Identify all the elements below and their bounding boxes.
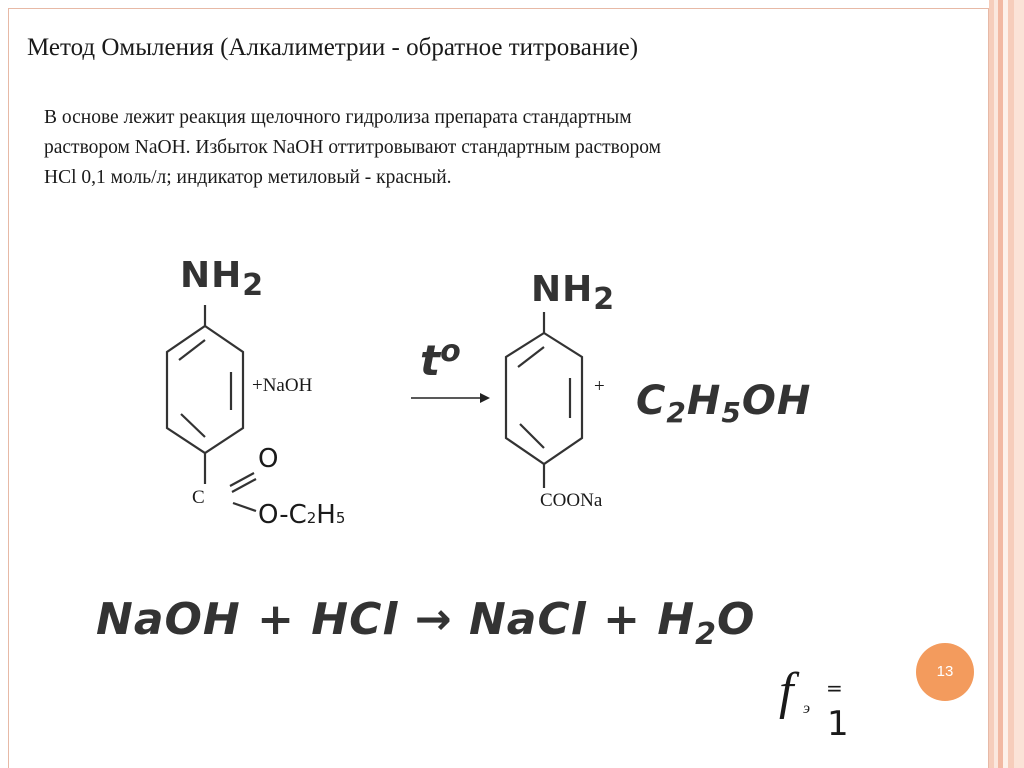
reactant-benzene-ring	[167, 305, 256, 511]
factor-symbol: f	[779, 663, 794, 720]
body-line: раствором NaOH. Избыток NaOH оттитровывают стандартным раствором	[44, 137, 661, 158]
product-group-label: COONa	[540, 490, 603, 511]
reactant-amino-label: $NH_2$	[180, 255, 265, 303]
carbon-label: C	[192, 487, 205, 508]
factor-equals: =	[826, 676, 843, 700]
slide-title: Метод Омыления (Алкалиметрии - обратное титрование)	[27, 34, 639, 61]
neutralization-equation: NaOH + HCl → NaCl + $H_2O$	[96, 594, 756, 652]
body-line: НCl 0,1 моль/л; индикатор метиловый - красный.	[44, 167, 452, 188]
carbonyl-oxygen-label: O	[258, 444, 279, 474]
factor-value: 1	[827, 704, 849, 744]
factor-subscript: э	[803, 700, 811, 717]
plus-sign: +	[594, 376, 605, 397]
product-amino-label: $NH_2$	[531, 269, 616, 317]
product-benzene-ring	[506, 312, 582, 488]
condition-label: $t^o$	[420, 334, 461, 385]
arrow-head	[480, 393, 490, 403]
ester-group-label: O-C2H5	[258, 500, 346, 530]
reagent-label: +NaOH	[252, 375, 313, 396]
byproduct-label: $C_2H_5OH$	[636, 378, 812, 429]
body-line: В основе лежит реакция щелочного гидролиза препарата стандартным	[44, 107, 632, 128]
page-number-badge: 13	[916, 643, 974, 701]
